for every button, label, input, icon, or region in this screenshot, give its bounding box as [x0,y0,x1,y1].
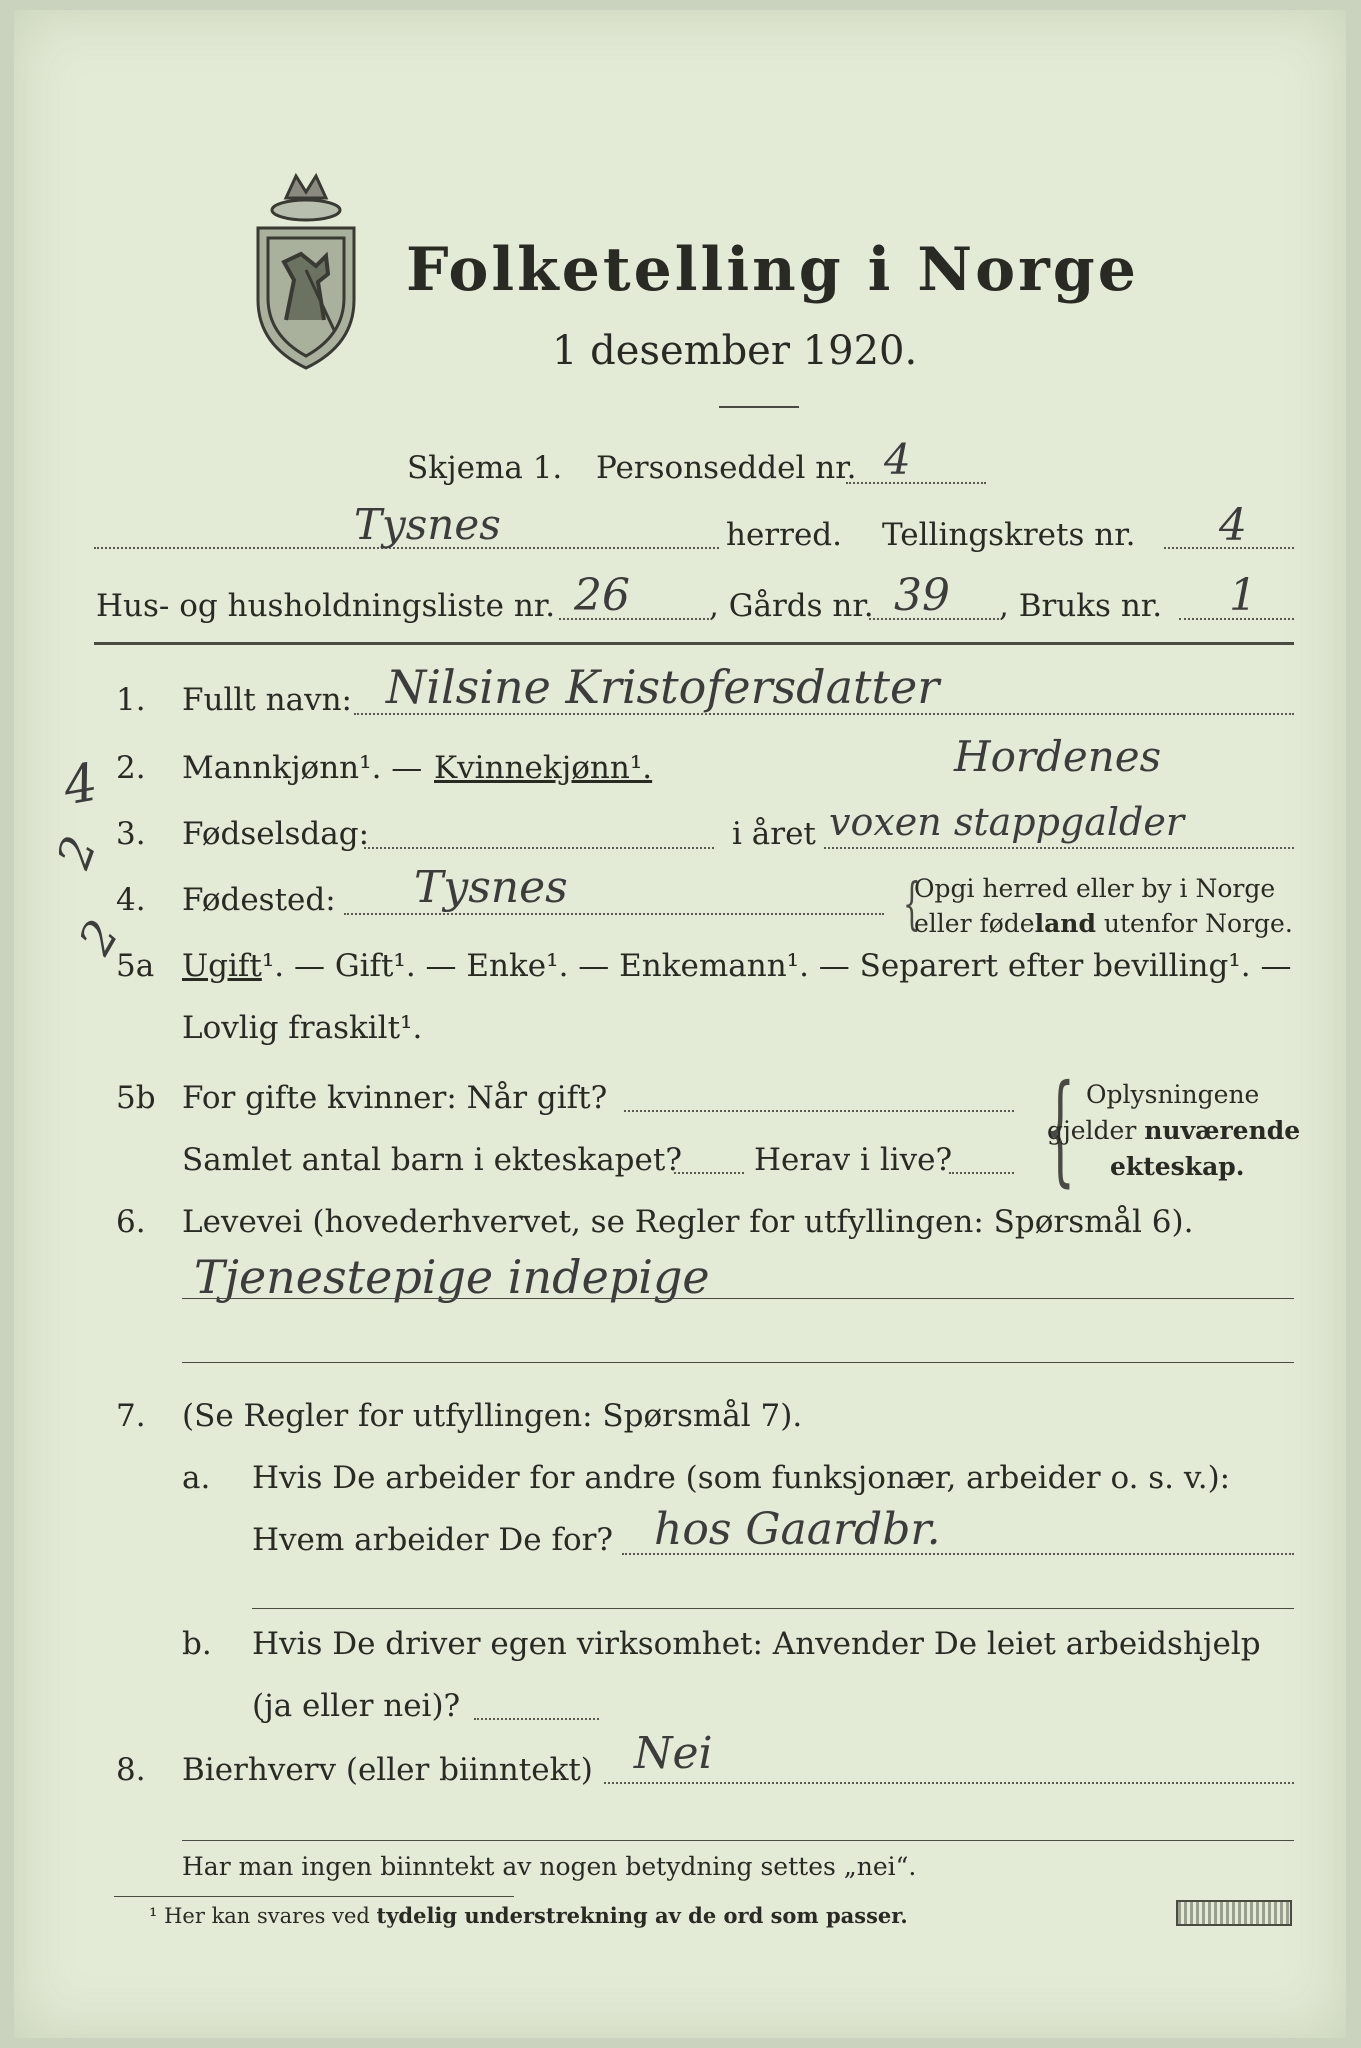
census-form [14,10,1346,2038]
q5a-number: 5a [116,948,155,984]
q4-label: Fødested: [182,882,336,918]
q4-value: Tysnes [414,862,568,913]
q7-label: (Se Regler for utfyllingen: Spørsmål 7). [182,1398,803,1434]
q8-number: 8. [116,1752,146,1788]
personseddel-line [846,482,986,484]
q7a-value: hos Gaardbr. [654,1504,941,1555]
tellingskrets-label: Tellingskrets nr. [882,517,1136,553]
q4-bracket: { [902,872,921,937]
footnote: ¹ Her kan svares ved tydelig understrekning av de ord som passer. [149,1903,908,1928]
q5b-barn-fill [674,1172,744,1174]
bruks-label: , Bruks nr. [999,588,1163,624]
margin-mark: 2 [67,910,130,964]
q5b-bracket: { [1044,1060,1076,1199]
q5b-number: 5b [116,1080,156,1116]
q4-number: 4. [116,882,146,918]
form-title: Folketelling i Norge [406,235,1139,305]
herred-label: herred. [726,517,842,553]
q7a-line2: Hvem arbeider De for? [252,1522,614,1558]
q1-value: Nilsine Kristofersdatter [386,660,940,714]
header-divider [94,642,1294,645]
q8-label: Bierhverv (eller biinntekt) [182,1752,593,1788]
q7a-letter: a. [182,1460,211,1496]
gards-label: , Gårds nr. [709,588,874,624]
footer-note: Har man ingen biinntekt av nogen betydning settes „nei“. [182,1852,917,1881]
gards-value: 39 [894,570,950,621]
printer-stamp [1176,1900,1292,1926]
q6-label: Levevei (hovederhvervet, se Regler for utfyllingen: Spørsmål 6). [182,1204,1194,1240]
q7b-line1: Hvis De driver egen virksomhet: Anvender De leiet arbeidshjelp [252,1626,1261,1662]
q6-number: 6. [116,1204,146,1240]
footnote-divider [114,1896,514,1897]
q3-value: voxen stappgalder [829,800,1185,844]
q6-line2 [182,1362,1294,1363]
q7b-letter: b. [182,1626,212,1662]
q7-number: 7. [116,1398,146,1434]
q8-extra-line [182,1840,1294,1841]
q5b-note3: ekteskap. [1110,1152,1245,1181]
q3-line [364,847,714,849]
q4-line [344,913,884,915]
margin-mark: 2 [46,829,108,875]
q7a-line1: Hvis De arbeider for andre (som funksjonær, arbeider o. s. v.): [252,1460,1231,1496]
personseddel-value: 4 [884,435,911,484]
q7b-line2: (ja eller nei)? [252,1688,461,1724]
q3-year-label: i året [732,816,816,852]
q1-label: Fullt navn: [182,682,352,718]
margin-mark: 4 [59,752,103,818]
q2-value: Hordenes [954,732,1162,781]
q3-label: Fødselsdag: [182,816,370,852]
q5a-ugift: Ugift [182,948,262,984]
q5b-live-fill [949,1172,1014,1174]
hus-label: Hus- og husholdningsliste nr. [96,588,556,624]
skjema-label: Skjema 1. [407,450,563,486]
q2-number: 2. [116,750,146,786]
q8-line [604,1782,1294,1784]
q5a-line1: Ugift¹. — Gift¹. — Enke¹. — Enkemann¹. — Separert efter bevilling¹. — [182,948,1292,984]
q8-value: Nei [634,1728,713,1779]
hus-value: 26 [574,570,630,621]
census-date: 1 desember 1920. [552,328,918,374]
q7a-extra-line [252,1608,1294,1609]
personseddel-label: Personseddel nr. [596,450,857,486]
q4-note-line2: eller fødeland utenfor Norge. [914,909,1293,938]
q5b-line1: For gifte kvinner: Når gift? [182,1080,608,1116]
q5b-live-label: Herav i live? [754,1142,953,1178]
q4-note-line1: Opgi herred eller by i Norge [914,874,1276,903]
q5b-note1: Oplysningene [1086,1080,1260,1109]
bruks-value: 1 [1229,570,1257,621]
q5b-barn-label: Samlet antal barn i ekteskapet? [182,1142,682,1178]
q5b-line1-fill [624,1110,1014,1112]
q1-number: 1. [116,682,146,718]
q5a-line2: Lovlig fraskilt¹. [182,1010,423,1046]
q3-number: 3. [116,816,146,852]
q6-line1 [182,1298,1294,1299]
q2-kvinne: Kvinnekjønn¹. [434,750,653,786]
norway-coat-of-arms-icon [246,170,366,375]
tellingskrets-value: 4 [1219,500,1247,551]
q5b-note2: gjelder nuværende [1047,1116,1301,1145]
q3-year-line [824,847,1294,849]
title-divider [719,406,799,408]
herred-value: Tysnes [354,500,501,549]
q2-mann: Mannkjønn¹. — [182,750,423,786]
q6-value: Tjenestepige indepige [194,1250,710,1304]
q7b-line [474,1718,599,1720]
